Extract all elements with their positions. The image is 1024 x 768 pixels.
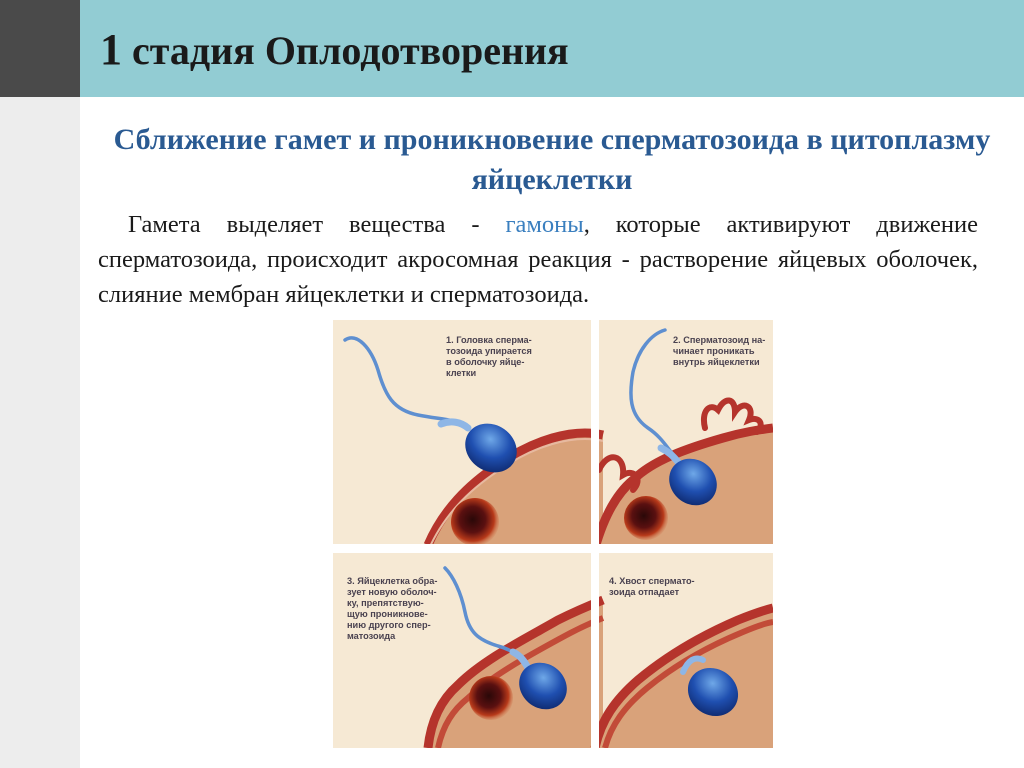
title-number: 1 <box>100 25 122 74</box>
caption-1: 1. Головка сперма- тозоида упирается в оболочку яйце- клетки <box>446 335 532 378</box>
panel-divider-horizontal <box>333 544 773 553</box>
slide-title <box>100 24 569 75</box>
fertilization-figure <box>333 320 773 748</box>
panel-divider-vertical <box>591 320 599 748</box>
left-decor-bar <box>0 0 80 768</box>
highlight-term: гамоны <box>505 211 584 238</box>
caption-4: 4. Хвост спермато- зоида отпадает <box>609 576 695 597</box>
body-text-part2: , которые активируют движение сперматозоида, происходит акросомная реакция - растворение яйцевых оболочек, слияние мембран яйцеклетки и сперматозоида. <box>98 211 978 308</box>
body-paragraph <box>98 207 978 312</box>
caption-3: 3. Яйцеклетка обра- зует новую оболоч- ку, препятствую- щую проникнове- нию другого спер- матозоида <box>347 576 438 641</box>
slide-subtitle: Сближение гамет и проникновение сперматозоида в цитоплазму яйцеклетки <box>113 123 991 196</box>
left-decor-bar-top <box>0 0 80 97</box>
body-text-part1: Гамета выделяет вещества - <box>128 211 506 238</box>
title-text: стадия Оплодотворения <box>132 28 569 73</box>
caption-2: 2. Сперматозоид на- чинает проникать внутрь яйцеклетки <box>673 335 766 367</box>
